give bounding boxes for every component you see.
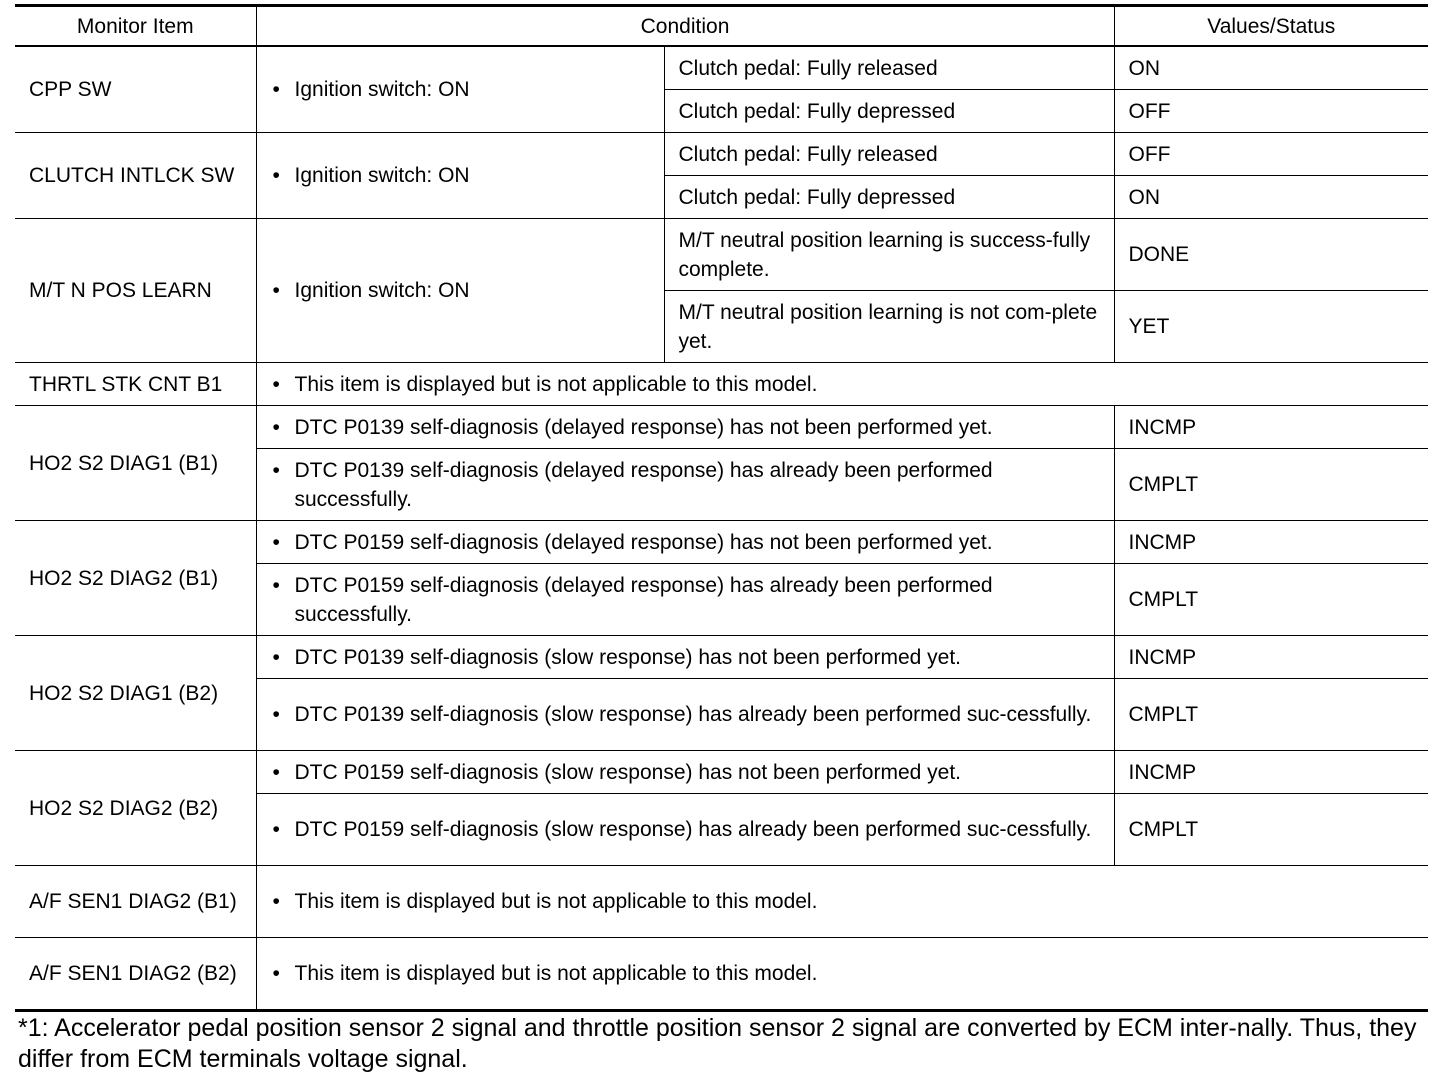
sub-condition-cell: Clutch pedal: Fully released [664, 133, 1114, 176]
condition-cell [256, 679, 1114, 751]
table-row [15, 938, 1428, 1011]
condition-cell [256, 133, 664, 219]
monitor-item-cell: HO2 S2 DIAG1 (B2) [15, 636, 256, 751]
value-cell: OFF [1114, 90, 1428, 133]
condition-cell [256, 449, 1114, 521]
value-cell: INCMP [1114, 521, 1428, 564]
condition-cell [256, 46, 664, 133]
condition-text: • Ignition switch: ON [271, 276, 650, 305]
condition-cell [256, 866, 1428, 938]
sub-condition-cell: M/T neutral position learning is success-fully complete. [664, 219, 1114, 291]
value-cell: DONE [1114, 219, 1428, 291]
value-cell: CMPLT [1114, 794, 1428, 866]
table-row [15, 219, 1428, 291]
value-cell: ON [1114, 46, 1428, 90]
table-row [15, 866, 1428, 938]
monitor-item-cell: A/F SEN1 DIAG2 (B2) [15, 938, 256, 1011]
condition-text: • DTC P0159 self-diagnosis (delayed response) has already been performed successfully. [271, 571, 1100, 629]
table-row [15, 636, 1428, 679]
condition-cell [256, 406, 1114, 449]
table-row [15, 751, 1428, 794]
value-cell: CMPLT [1114, 449, 1428, 521]
condition-text: • Ignition switch: ON [271, 161, 650, 190]
value-cell: CMPLT [1114, 679, 1428, 751]
header-monitor-item: Monitor Item [15, 6, 256, 47]
monitor-item-cell: A/F SEN1 DIAG2 (B1) [15, 866, 256, 938]
table-header-row [15, 6, 1428, 47]
value-cell: CMPLT [1114, 564, 1428, 636]
table-row [15, 46, 1428, 90]
condition-text: • This item is displayed but is not applicable to this model. [271, 887, 1415, 916]
value-cell: INCMP [1114, 406, 1428, 449]
value-cell: INCMP [1114, 751, 1428, 794]
monitor-item-cell: HO2 S2 DIAG1 (B1) [15, 406, 256, 521]
value-cell: INCMP [1114, 636, 1428, 679]
condition-text: • DTC P0139 self-diagnosis (slow response) has not been performed yet. [271, 643, 1100, 672]
table-row [15, 406, 1428, 449]
condition-cell [256, 938, 1428, 1011]
sub-condition-cell: Clutch pedal: Fully depressed [664, 176, 1114, 219]
header-values-status: Values/Status [1114, 6, 1428, 47]
monitor-item-cell: M/T N POS LEARN [15, 219, 256, 363]
condition-cell [256, 363, 1428, 406]
condition-text: • DTC P0139 self-diagnosis (delayed response) has already been performed successfully. [271, 456, 1100, 514]
value-cell: ON [1114, 176, 1428, 219]
footnote: *1: Accelerator pedal position sensor 2 signal and throttle position sensor 2 signal are converted by ECM inter-nally. Thus, they differ from ECM terminals voltage signal. [18, 1014, 1417, 1073]
condition-cell [256, 521, 1114, 564]
condition-text: • This item is displayed but is not applicable to this model. [271, 370, 1415, 399]
table-row [15, 133, 1428, 176]
header-condition: Condition [256, 6, 1114, 47]
condition-text: • Ignition switch: ON [271, 75, 650, 104]
monitor-item-cell: CPP SW [15, 46, 256, 133]
condition-text: • DTC P0159 self-diagnosis (slow response) has already been performed suc-cessfully. [271, 815, 1100, 844]
condition-cell [256, 751, 1114, 794]
condition-text: • DTC P0159 self-diagnosis (delayed response) has not been performed yet. [271, 528, 1100, 557]
monitor-item-cell: HO2 S2 DIAG2 (B1) [15, 521, 256, 636]
monitor-item-cell: HO2 S2 DIAG2 (B2) [15, 751, 256, 866]
condition-cell [256, 564, 1114, 636]
table-row [15, 363, 1428, 406]
sub-condition-cell: M/T neutral position learning is not com-plete yet. [664, 291, 1114, 363]
condition-text: • This item is displayed but is not applicable to this model. [271, 959, 1415, 988]
condition-cell [256, 636, 1114, 679]
condition-cell [256, 219, 664, 363]
monitor-item-cell: CLUTCH INTLCK SW [15, 133, 256, 219]
value-cell: YET [1114, 291, 1428, 363]
monitor-item-table [15, 4, 1428, 1012]
condition-text: • DTC P0139 self-diagnosis (delayed response) has not been performed yet. [271, 413, 1100, 442]
monitor-item-cell: THRTL STK CNT B1 [15, 363, 256, 406]
sub-condition-cell: Clutch pedal: Fully depressed [664, 90, 1114, 133]
value-cell: OFF [1114, 133, 1428, 176]
condition-text: • DTC P0159 self-diagnosis (slow response) has not been performed yet. [271, 758, 1100, 787]
condition-text: • DTC P0139 self-diagnosis (slow response) has already been performed suc-cessfully. [271, 700, 1100, 729]
condition-cell [256, 794, 1114, 866]
sub-condition-cell: Clutch pedal: Fully released [664, 46, 1114, 90]
table-row [15, 521, 1428, 564]
